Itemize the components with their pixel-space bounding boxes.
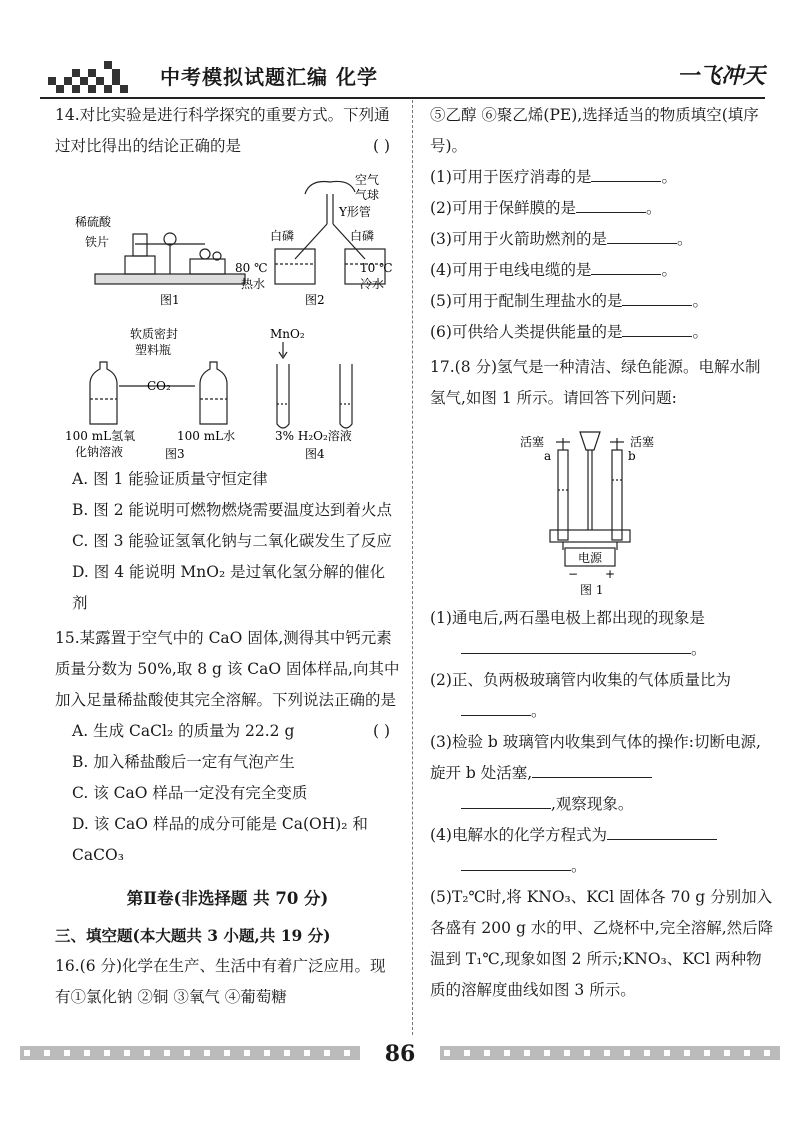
fig4-caption: 图4 [305, 447, 325, 461]
page-header [40, 55, 765, 99]
q16-item-3 [430, 224, 775, 255]
q17-blank-4a[interactable] [607, 824, 717, 841]
q16-item-5 [430, 286, 775, 317]
fig2-label-air-line2: 气球 [355, 188, 380, 202]
q15-option-c: C. 该 CaO 样品一定没有完全变质 [72, 784, 308, 802]
fig2-label-hot2: 热水 [241, 277, 266, 291]
header-title: 中考模拟试题汇编 化学 [160, 65, 378, 89]
q17-fig-label-a: a [544, 449, 552, 463]
q16-item-4-text: (4)可用于电线电缆的是 [430, 261, 592, 279]
q14-answer-paren: ( ) [372, 137, 390, 155]
q16-period-3: 。 [676, 230, 693, 248]
q15-option-b: B. 加入稀盐酸后一定有气泡产生 [72, 753, 295, 771]
q14-figures-3-4 [55, 324, 400, 464]
q16-blank-4[interactable] [591, 259, 661, 276]
q17-fig-label-b: b [628, 449, 636, 463]
q16-item-2 [430, 193, 775, 224]
fig2-label-p-left: 白磷 [270, 229, 295, 243]
q16-blank-5[interactable] [622, 290, 692, 307]
section-2-title: 第Ⅱ卷(非选择题 共 70 分) [126, 889, 329, 908]
q17-blank-4b[interactable] [461, 855, 571, 872]
q16-period-5: 。 [692, 292, 708, 310]
q15-stem: 15.某露置于空气中的 CaO 固体,测得其中钙元素质量分数为 50%,取 8 g 该 CaO 固体样品,向其中加入足量稀盐酸使其完全溶解。下列说法正确的是 [55, 629, 400, 709]
fig2-label-cold2: 冷水 [360, 277, 385, 291]
fig2-label-hot1: 80 ℃ [235, 261, 268, 275]
fig2-label-cold1: 10 ℃ [360, 261, 393, 275]
q17-period-2: 。 [531, 702, 547, 720]
fig1-balance-drawing [95, 233, 245, 284]
fig3-caption: 图3 [165, 447, 185, 461]
q17-answer-4-line [430, 851, 775, 882]
q14-option-c: C. 图 3 能验证氢氧化钠与二氧化碳发生了反应 [72, 532, 392, 550]
q17-item-3-end: ,观察现象。 [551, 795, 634, 813]
q16-blank-2[interactable] [576, 197, 646, 214]
fig2-caption: 图2 [305, 293, 325, 307]
q17-item-3-text: (3)检验 b 玻璃管内收集到气体的操作:切断电源,旋开 b 处活塞, [430, 733, 761, 782]
fig1-caption: 图1 [160, 293, 180, 307]
q14 [55, 100, 400, 162]
q17-fig-label-left-valve: 活塞 [520, 435, 545, 449]
q17-item-4 [430, 820, 775, 851]
q17-item-3 [430, 727, 775, 789]
q17-blank-2[interactable] [461, 700, 531, 717]
page-number: 86 [384, 1041, 416, 1067]
header-brand: 一飞冲天 [676, 63, 765, 89]
page-footer [0, 1028, 800, 1088]
q16-item-2-text: (2)可用于保鲜膜的是 [430, 199, 576, 217]
q17-item-4-text: (4)电解水的化学方程式为 [430, 826, 607, 844]
q16-item-6 [430, 317, 775, 348]
fig2-label-y: Y形管 [339, 205, 371, 219]
right-column [430, 100, 775, 1006]
fig4-tubes-drawing [277, 342, 352, 428]
q17-fig-label-minus: − [568, 567, 579, 581]
fig3-label-bottle2: 塑料瓶 [135, 343, 172, 357]
q16-blank-1[interactable] [591, 166, 661, 183]
fig3-label-naoh2: 化钠溶液 [75, 445, 124, 459]
q17-period-1: 。 [691, 640, 707, 658]
q16-item-4 [430, 255, 775, 286]
q14-option-a: A. 图 1 能验证质量守恒定律 [72, 470, 268, 488]
left-column [55, 100, 400, 1013]
footer-pattern-left [20, 1046, 360, 1060]
q16-period-1: 。 [661, 168, 677, 186]
header-rule [40, 97, 765, 99]
q17-blank-1[interactable] [461, 638, 691, 655]
q14-option-d: D. 图 4 能说明 MnO₂ 是过氧化氢分解的催化剂 [72, 563, 386, 612]
q17-fig-label-right-valve: 活塞 [630, 435, 655, 449]
q16-item-3-text: (3)可用于火箭助燃剂的是 [430, 230, 607, 248]
fig2-label-p-right: 白磷 [350, 229, 375, 243]
q16-period-4: 。 [661, 261, 677, 279]
fig4-label-h2o2: 3% H₂O₂溶液 [275, 429, 352, 443]
q17-item-1: (1)通电后,两石墨电极上都出现的现象是 [430, 609, 705, 627]
q17-fig-caption: 图 1 [580, 583, 604, 595]
fig2-label-air-line1: 空气 [355, 173, 380, 187]
q17-stem: 17.(8 分)氢气是一种清洁、绿色能源。电解水制氢气,如图 1 所示。请回答下列问题: [430, 358, 761, 407]
fig1-label-iron: 铁片 [85, 235, 110, 249]
q16-stem: 16.(6 分)化学在生产、生活中有着广泛应用。现有①氯化钠 ②铜 ③氧气 ④葡萄糖 [55, 957, 386, 1006]
electrolysis-apparatus-drawing [550, 432, 630, 566]
q17-fig-label-power: 电源 [578, 551, 603, 565]
q14-stem: 14.对比实验是进行科学探究的重要方式。下列通过对比得出的结论正确的是 [55, 106, 390, 155]
q17-blank-3b[interactable] [461, 793, 551, 810]
q14-option-b: B. 图 2 能说明可燃物燃烧需要温度达到着火点 [72, 501, 393, 519]
q16-blank-3[interactable] [607, 228, 677, 245]
q14-figures-1-2 [55, 164, 400, 324]
q16-blank-6[interactable] [622, 321, 692, 338]
q16-item-1-text: (1)可用于医疗消毒的是 [430, 168, 592, 186]
q15-option-a: A. 生成 CaCl₂ 的质量为 22.2 g [72, 722, 295, 740]
q17-blank-3a[interactable] [532, 762, 652, 779]
q16-stem-cont: ⑤乙醇 ⑥聚乙烯(PE),选择适当的物质填空(填序号)。 [430, 106, 759, 155]
q17-electrolysis-figure [430, 420, 775, 595]
q17-answer-2-line [430, 696, 775, 727]
q16-period-6: 。 [692, 323, 708, 341]
q17-answer-3-line [430, 789, 775, 820]
fig3-label-water: 100 mL水 [177, 429, 236, 443]
q15-option-d: D. 该 CaO 样品的成分可能是 Ca(OH)₂ 和 CaCO₃ [72, 815, 368, 864]
fig3-label-naoh1: 100 mL氢氧 [65, 429, 136, 443]
q16-item-6-text: (6)可供给人类提供能量的是 [430, 323, 623, 341]
fig1-label-acid: 稀硫酸 [75, 215, 112, 229]
q17-item-2: (2)正、负两极玻璃管内收集的气体质量比为 [430, 671, 731, 689]
q17-period-4: 。 [571, 857, 587, 875]
q17-item-5: (5)T₂℃时,将 KNO₃、KCl 固体各 70 g 分别加入各盛有 200 g 水的甲、乙烧杯中,完全溶解,然后降温到 T₁℃,现象如图 2 所示;KNO₃、KCl 两种物质的溶解度曲线如图 3 所示。 [430, 888, 774, 999]
fig4-label-mno2: MnO₂ [270, 327, 305, 341]
q16-item-1 [430, 162, 775, 193]
q15-answer-paren: ( ) [372, 722, 390, 740]
part-3-title: 三、填空题(本大题共 3 小题,共 19 分) [55, 926, 331, 945]
footer-pattern-right [440, 1046, 780, 1060]
fig3-label-bottle1: 软质密封 [130, 327, 179, 341]
column-divider [412, 100, 413, 1035]
checker-decoration [48, 61, 128, 93]
fig3-bottles-drawing [90, 362, 227, 424]
q17-fig-label-plus: + [605, 567, 616, 581]
q16-period-2: 。 [645, 199, 662, 217]
q17-answer-1-line [430, 634, 775, 665]
q16-item-5-text: (5)可用于配制生理盐水的是 [430, 292, 623, 310]
fig3-label-co2: CO₂ [147, 379, 171, 393]
